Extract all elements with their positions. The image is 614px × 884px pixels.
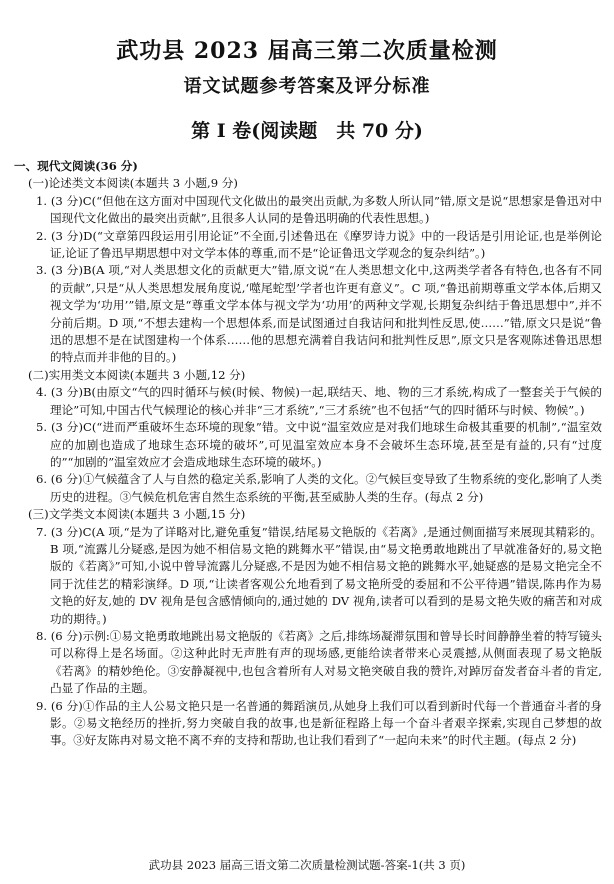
subsection-heading: (三)文学类文本阅读(本题共 3 小题,15 分) [28, 507, 246, 522]
answer-item-4: 4. (3 分)B(由原文“气的四时循环与候(时候、物候)一起,联结天、地、物的三才系统,构成了一整套关于气候的理论”可知,中国古代气候理论的核心并非“三才系统”,“三才系统”也不包括“气的四时循环与时候、物候”。) [36, 385, 602, 417]
subsection-heading: (二)实用类文本阅读(本题共 3 小题,12 分) [28, 367, 246, 382]
section-heading: 一、现代文阅读(36 分) [14, 159, 138, 173]
document-title: 武功县 2023 届高三第二次质量检测 [116, 38, 498, 64]
answer-item-9: 9. (6 分)①作品的主人公易文艳只是一名普通的舞蹈演员,从她身上我们可以看到新时代每一个普通奋斗者的身影。②易文艳经历的挫折,努力突破自我的故事,也是新征程路上每一个奋斗者艰辛探索,实现自己梦想的故事。③好友陈冉对易文艳不离不弃的支持和帮助,也让我们看到了“一起向未来”的时代主题。(每点 2 分) [36, 698, 602, 748]
answer-content [14, 158, 602, 750]
answer-item-3: 3. (3 分)B(A 项,“对人类思想文化的贡献更大”错,原文说“在人类思想文化中,这两类学者各有特色,也各有不同的贡献”,只是“从人类思想发展角度说,‘噬尾蛇型’学者也许更有意义”。C 项,“鲁迅前期尊重文学本体,后期又视文学为‘功用’”错,原文是“尊重文学本体与视文学为‘功用’的两种文学观,长期复杂纠结于鲁迅思想中”,并不分前后期。D 项,“不想去建构一个思想体系,而是试图通过自我诘问和批判性反思,使……”错,原文只是说“鲁迅的思想不是在试图建构一个体系……他的思想充满着自我诘问和批判性反思”,原文只是客观陈述鲁迅思想的特点而并非他的目的。) [36, 263, 602, 365]
answer-item-5: 5. (3 分)C(“进而严重破坏生态环境的现象”错。文中说“温室效应是对我们地球生命极其重要的机制”,“温室效应的加剧也造成了地球生态环境的破坏”,可见温室效应本身不会破坏生态环境,甚至是有益的,只有“过度的”“加剧的”温室效应才会造成地球生态环境的破坏。) [36, 420, 602, 469]
answer-item-2: 2. (3 分)D(“文章第四段运用引用论证”不全面,引述鲁迅在《摩罗诗力说》中的一段话是引用论证,也是举例论证,论证了鲁迅早期思想中对文学本体的尊重,而不是“论证鲁迅文学观念的复杂纠结”。) [36, 228, 602, 261]
subsection-heading: (一)论述类文本阅读(本题共 3 小题,9 分) [28, 176, 238, 191]
answer-item-8: 8. (6 分)示例:①易文艳勇敢地跳出易文艳版的《若离》之后,排练场凝滞氛围和曾导长时间静静坐着的特写镜头可以称得上是名场面。②这种此时无声胜有声的现场感,更能给读者带来心灵震撼,从侧面表现了易文艳版《若离》的精妙绝伦。③安静凝视中,也包含着所有人对易文艳突破自我的赞许,对踔厉奋发者奋斗者的肯定,凸显了作品的主题。 [36, 628, 602, 696]
answer-item-1: 1. (3 分)C(“但他在这方面对中国现代文化做出的最突出贡献,为多数人所认同”错,原文是说“思想家是鲁迅对中国现代文化做出的最突出贡献”,且很多人认同的是鲁迅明确的代表性思想。) [36, 193, 602, 226]
answer-item-7: 7. (3 分)C(A 项,“是为了详略对比,避免重复”错误,结尾易文艳版的《若离》,是通过侧面描写来展现其精彩的。B 项,“流露儿分疑惑,是因为她不相信易文艳的跳舞水平”错误,由“易文艳勇敢地跳出了早就准备好的,易文艳版的《若离》”可知,小说中曾导流露儿分疑惑,不是因为她不相信易文艳的跳舞水平,她疑惑的是易文艳完全不同于沈佳艺的精彩演绎。D 项,“让读者客观公允地看到了易文艳所受的委屈和不公平待遇”错误,陈冉作为易文艳的好友,她的 DV 视角是包含感情倾向的,通过她的 DV 视角,读者可以看到的是易文艳失败的痛苦和对成功的期待。) [36, 524, 602, 626]
answer-item-6: 6. (6 分)①气候蕴含了人与自然的稳定关系,影响了人类的文化。②气候巨变导致了生物系统的变化,影响了人类历史的进程。③气候危机危害自然生态系统的平衡,甚至威胁人类的生存。(每点 2 分) [36, 472, 602, 504]
document-subtitle: 语文试题参考答案及评分标准 [183, 76, 431, 97]
page-footer: 武功县 2023 届高三语文第二次质量检测试题-答案-1(共 3 页) [148, 858, 466, 872]
volume-heading: 第 I 卷(阅读题 共 70 分) [191, 120, 423, 142]
